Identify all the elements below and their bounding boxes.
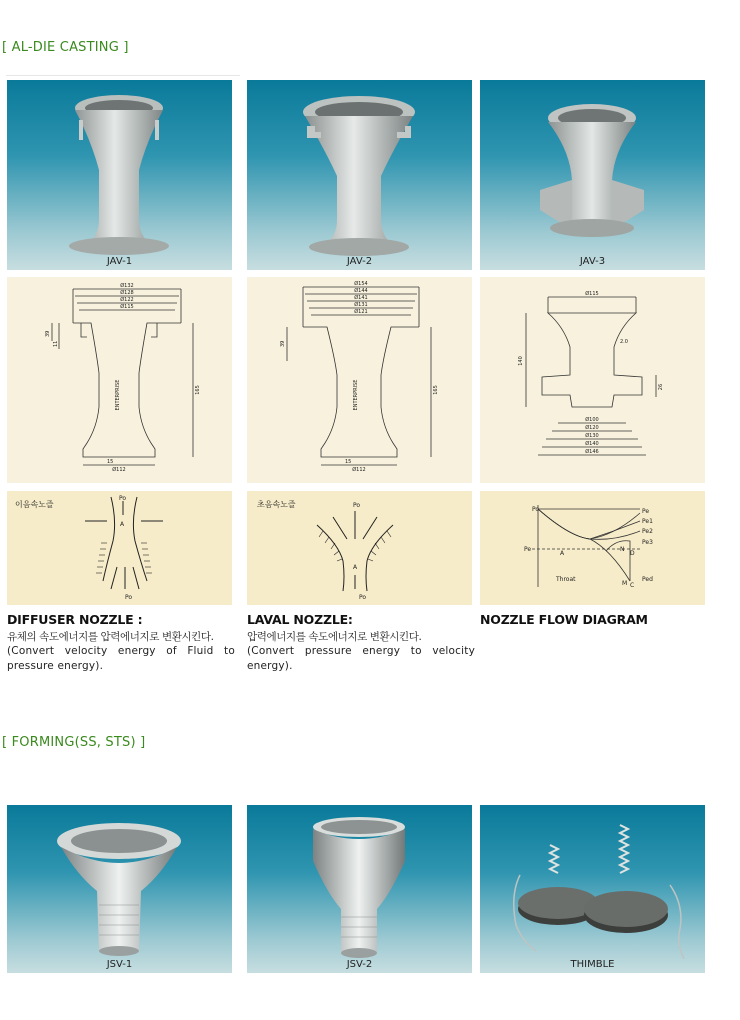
flow-label: Pe3 [642, 539, 653, 546]
drawing-jav-3 [480, 277, 705, 483]
diagram-label-po-bottom: Po [359, 594, 367, 601]
flow-label: Po [532, 506, 540, 513]
flow-diagram-description [480, 612, 708, 627]
jav-1-dimension-drawing [7, 277, 232, 483]
vertical-text: ENTERPRISE [115, 379, 121, 411]
dim-label: 15 [345, 459, 352, 465]
flow-label: Pe1 [642, 518, 653, 525]
diffuser-flow-diagram [7, 491, 232, 605]
dim-label: Ø100 [585, 417, 599, 423]
dim-label: 39 [45, 330, 51, 337]
dim-label: Ø132 [120, 283, 134, 289]
laval-korean-text: 압력에너지를 속도에너지로 변환시킨다. [247, 631, 422, 643]
photo-caption: JAV-3 [579, 256, 606, 267]
diffuser-english-text: (Convert velocity energy of Fluid to pressure energy). [7, 645, 235, 672]
diagram-label-po-top: Po [353, 502, 361, 509]
laval-description [247, 612, 475, 674]
jav-3-dimension-drawing [480, 277, 705, 483]
dim-label: Ø141 [354, 295, 368, 301]
dim-label: 2.0 [620, 339, 628, 345]
dim-label: 11 [53, 340, 59, 347]
jsv-2-nozzle-image [247, 805, 472, 973]
diagram-label-po-top: Po [119, 495, 127, 502]
diagram-label-a: A [353, 564, 358, 571]
photo-jav-1[interactable] [7, 80, 232, 270]
dim-label: Ø120 [585, 425, 599, 431]
section-title-al-die-casting: [ AL-DIE CASTING ] [2, 40, 129, 55]
photo-jsv-1[interactable] [7, 805, 232, 973]
flow-label: C [630, 582, 635, 589]
laval-flow-diagram [247, 491, 472, 605]
laval-heading: LAVAL NOZZLE: [247, 612, 353, 627]
flow-label: Pe [524, 546, 532, 553]
diagram-label: 초음속노즐 [257, 500, 296, 509]
divider [6, 75, 240, 76]
dim-label: Ø130 [585, 433, 599, 439]
photo-caption: THIMBLE [570, 959, 615, 970]
flow-label: Pe2 [642, 528, 653, 535]
dim-label: Ø121 [354, 309, 368, 315]
drawing-jav-1 [7, 277, 232, 483]
photo-jsv-2[interactable] [247, 805, 472, 973]
drawing-jav-2 [247, 277, 472, 483]
jav-3-nozzle-image [480, 80, 705, 270]
dim-label: Ø140 [585, 441, 599, 447]
flow-label: D [630, 550, 635, 557]
photo-caption: JSV-2 [346, 959, 373, 970]
dim-label: Ø128 [120, 290, 134, 296]
diagram-label-a: A [120, 521, 125, 528]
jsv-1-nozzle-image [7, 805, 232, 973]
dim-label: Ø144 [354, 288, 368, 294]
flow-label: M [622, 580, 628, 587]
thimble-image [480, 805, 705, 973]
dim-label: Ø146 [585, 449, 599, 455]
diagram-label-po-bottom: Po [125, 594, 133, 601]
dim-label: Ø154 [354, 281, 368, 287]
diffuser-korean-text: 유체의 속도에너지를 압력에너지로 변환시킨다. [7, 631, 214, 643]
flow-diagram-heading: NOZZLE FLOW DIAGRAM [480, 612, 648, 627]
flow-label: N [620, 546, 625, 553]
photo-jav-2[interactable] [247, 80, 472, 270]
dim-label: 165 [433, 385, 439, 395]
diagram-label: 이음속노즐 [15, 500, 54, 509]
dim-label: Ø112 [352, 467, 366, 473]
photo-caption: JAV-1 [106, 256, 133, 267]
dim-label: Ø115 [120, 304, 134, 310]
photo-thimble[interactable] [480, 805, 705, 973]
dim-label: 15 [107, 459, 114, 465]
jav-2-nozzle-image [247, 80, 472, 270]
dim-label: 140 [518, 356, 524, 366]
flow-label: Ped [642, 576, 653, 583]
photo-jav-3[interactable] [480, 80, 705, 270]
jav-1-nozzle-image [7, 80, 232, 270]
jav-2-dimension-drawing [247, 277, 472, 483]
vertical-text: ENTERPRISE [353, 379, 359, 411]
photo-caption: JSV-1 [106, 959, 133, 970]
dim-label: Ø112 [112, 467, 126, 473]
diffuser-description [7, 612, 235, 674]
dim-label: Ø131 [354, 302, 368, 308]
section-title-forming: [ FORMING(SS, STS) ] [2, 735, 146, 750]
nozzle-flow-chart [480, 491, 705, 605]
flow-label: Pe [642, 508, 650, 515]
dim-label: 26 [658, 383, 664, 391]
dim-label: 165 [195, 385, 201, 395]
laval-english-text: (Convert pressure energy to velocity energy). [247, 645, 475, 672]
diffuser-heading: DIFFUSER NOZZLE : [7, 612, 143, 627]
photo-caption: JAV-2 [346, 256, 373, 267]
dim-label: Ø115 [585, 291, 599, 297]
dim-label: Ø122 [120, 297, 134, 303]
flow-label: Throat [556, 576, 576, 583]
dim-label: 39 [280, 340, 286, 347]
flow-label: A [560, 550, 565, 557]
